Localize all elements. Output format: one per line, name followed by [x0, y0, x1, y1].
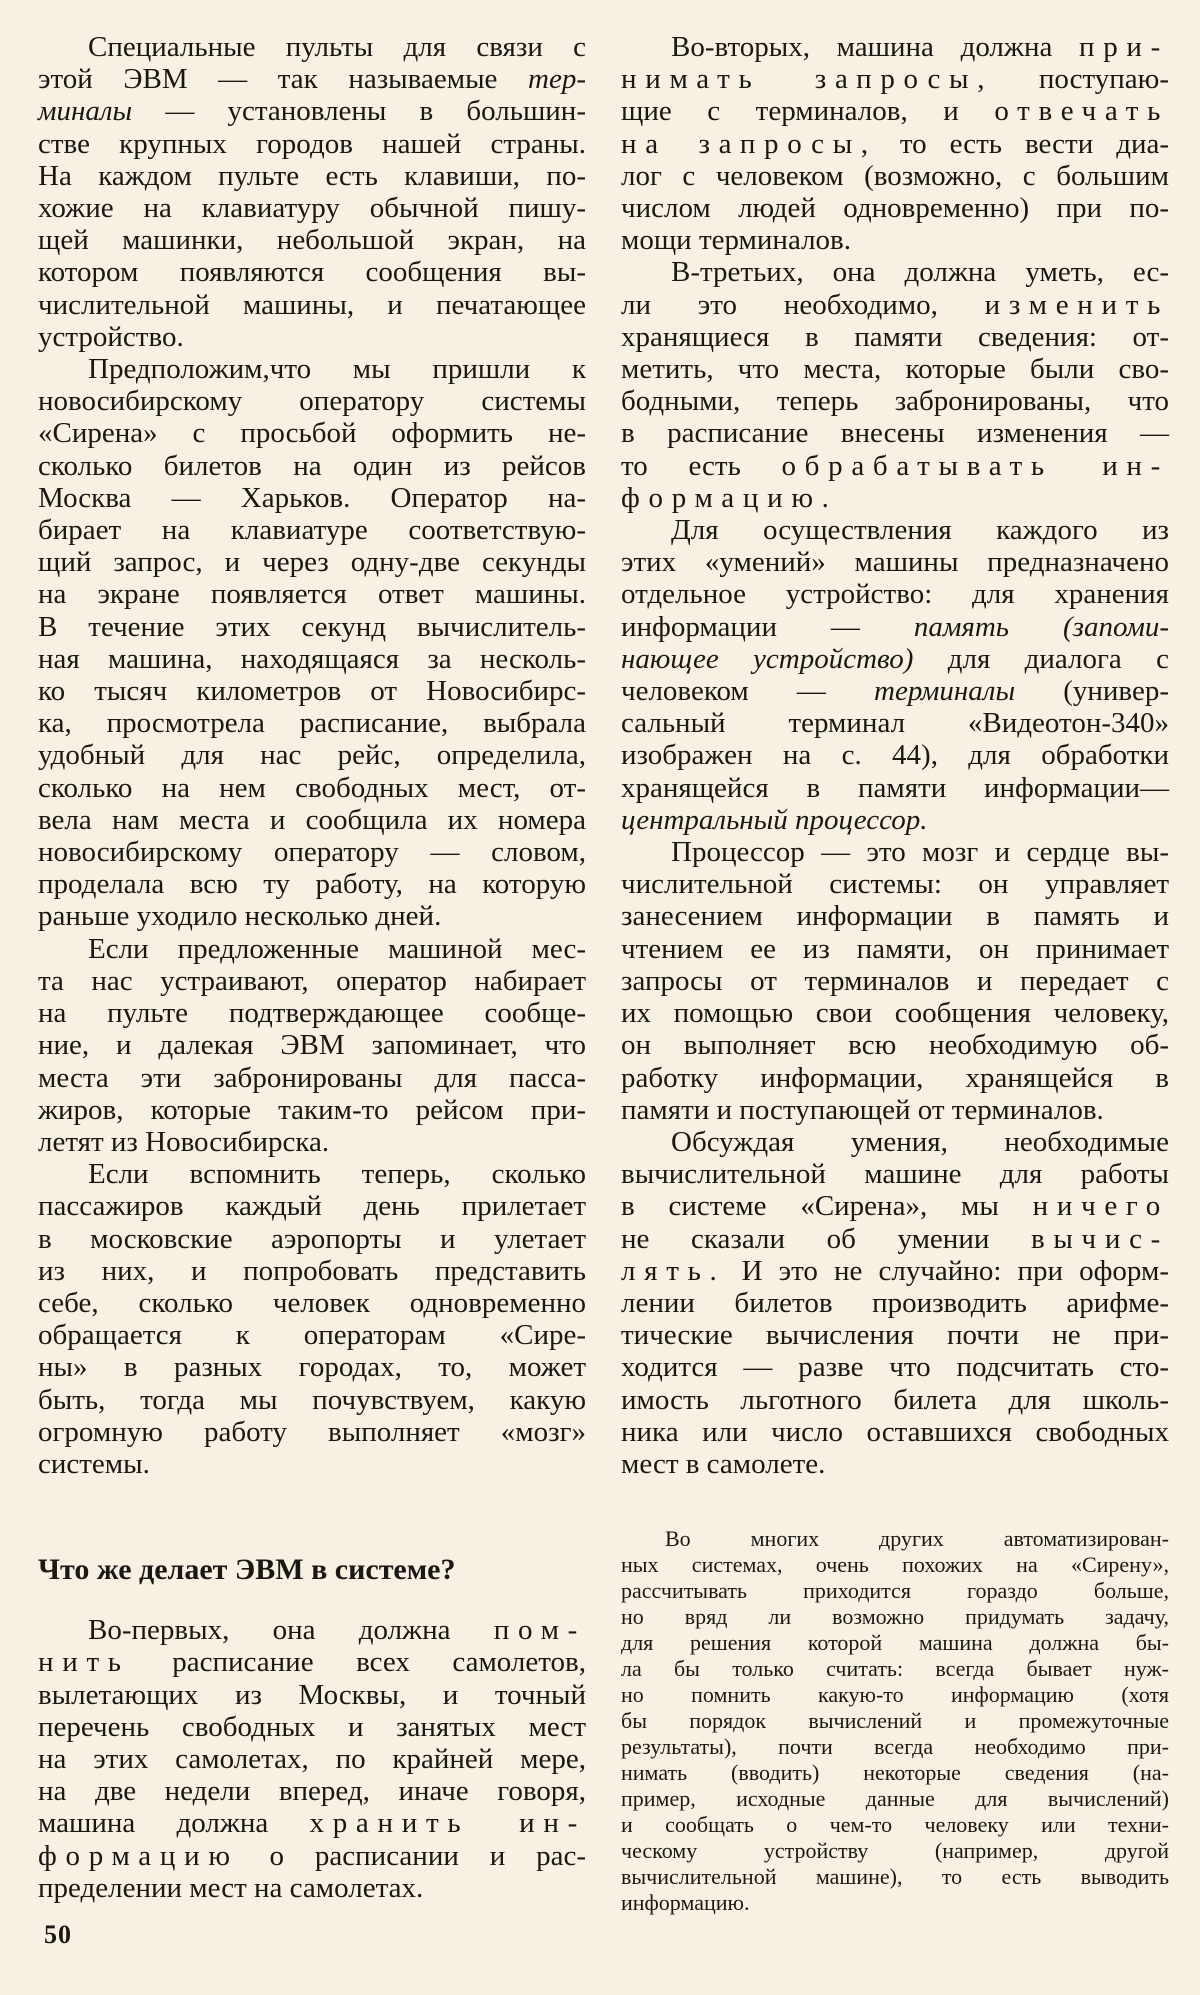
text-line: [38, 224, 586, 256]
text-line: [38, 514, 586, 546]
text-run: На каждом пульте есть клавиши, по-: [38, 159, 586, 192]
text-run: мощи терминалов.: [621, 224, 851, 257]
text-line: [38, 900, 586, 932]
text-line: [621, 707, 1169, 739]
text-run: ны» в разных городах, то, может: [38, 1351, 586, 1384]
text-run: хожие на клавиатуру обычной пишу-: [38, 192, 586, 225]
text-run: машина должна: [38, 1807, 310, 1840]
text-line: [621, 1578, 1169, 1604]
text-line: [621, 1552, 1169, 1578]
text-line: [38, 1062, 586, 1094]
text-line: [38, 1840, 586, 1872]
text-run: хранить ин-: [309, 1807, 586, 1840]
text-line: [38, 739, 586, 771]
text-run: ла бы только считать: всегда бывает нуж-: [621, 1656, 1169, 1682]
text-line: [38, 997, 586, 1029]
text-run: формацию.: [621, 481, 838, 514]
text-line: [38, 965, 586, 997]
text-run: Специальные пульты для связи с: [88, 31, 586, 63]
text-line: [38, 804, 586, 836]
text-run: (запоми-: [1062, 610, 1169, 643]
text-run: ника или число оставшихся свободных: [621, 1415, 1169, 1448]
text-line: [38, 1287, 586, 1319]
text-run: изменить: [984, 288, 1169, 321]
text-run: при-: [1079, 31, 1169, 63]
text-line: [38, 1384, 586, 1416]
text-run: на пульте подтверждающее сообще-: [38, 997, 586, 1030]
text-line: [38, 417, 586, 449]
text-run: формацию: [38, 1839, 239, 1872]
text-run: отдельное устройство: для хранения: [621, 578, 1169, 611]
text-run: терминалы: [874, 675, 1016, 708]
text-line: [621, 128, 1169, 160]
text-line: [621, 31, 1169, 63]
text-run: памяти и поступающей от терминалов.: [621, 1093, 1104, 1126]
text-run: Для осуществления каждого из: [671, 514, 1169, 547]
text-run: бы порядок вычислений и промежуточные: [621, 1708, 1169, 1734]
text-line: [621, 514, 1169, 546]
text-run: ческому устройству (например, другой: [621, 1838, 1169, 1864]
text-line: [38, 1679, 586, 1711]
text-line: [621, 1062, 1169, 1094]
text-run: — установлены в большин-: [132, 95, 586, 128]
text-line: [38, 1448, 586, 1480]
page-number: 50: [44, 1920, 72, 1949]
text-line: [621, 1708, 1169, 1734]
text-run: В-третьих, она должна уметь, ес-: [671, 256, 1169, 289]
text-run: расписание всех самолетов,: [129, 1646, 586, 1679]
text-run: Во-вторых, машина должна: [671, 31, 1079, 63]
text-run: Предположим,что мы пришли к: [88, 353, 586, 386]
text-line: [621, 1287, 1169, 1319]
text-line: [38, 289, 586, 321]
text-line: [621, 1223, 1169, 1255]
text-run: щей машинки, небольшой экран, на: [38, 224, 586, 257]
text-run: память: [913, 610, 1010, 643]
text-run: Обсуждая умения, необходимые: [671, 1125, 1169, 1158]
text-run: лять.: [621, 1254, 726, 1287]
text-run: ничего: [1032, 1190, 1169, 1223]
text-line: [38, 1807, 586, 1839]
text-line: [621, 1319, 1169, 1351]
text-line: [621, 933, 1169, 965]
text-line: [621, 95, 1169, 127]
text-line: [38, 546, 586, 578]
paragraph: [38, 353, 586, 933]
text-line: [38, 1646, 586, 1678]
text-line: [38, 1126, 586, 1158]
text-line: [621, 1029, 1169, 1061]
text-line: [621, 1786, 1169, 1812]
text-line: [621, 1630, 1169, 1656]
text-line: [621, 900, 1169, 932]
text-run: перечень свободных и занятых мест: [38, 1710, 586, 1743]
text-run: метить, что места, которые были сво-: [621, 353, 1169, 386]
text-run: информации —: [621, 610, 914, 643]
text-line: [38, 1190, 586, 1222]
text-run: раньше уходило несколько дней.: [38, 900, 442, 933]
text-line: [621, 1760, 1169, 1786]
text-line: [621, 804, 1169, 836]
text-run: сальный терминал «Видеотон-340»: [621, 707, 1169, 740]
text-line: [621, 1890, 1169, 1916]
text-run: тер-: [528, 63, 586, 96]
text-run: ко тысяч километров от Новосибирс-: [38, 675, 586, 708]
text-line: [38, 1158, 586, 1190]
text-run: то есть вести диа-: [876, 127, 1170, 160]
text-line: [38, 31, 586, 63]
text-run: та нас устраивают, оператор набирает: [38, 964, 586, 997]
text-line: [38, 63, 586, 95]
text-run: щие с терминалов, и: [621, 95, 995, 128]
text-run: чтением ее из памяти, он принимает: [621, 932, 1169, 965]
text-line: [38, 611, 586, 643]
text-run: И это не случайно: при оформ-: [725, 1254, 1169, 1287]
text-run: жиров, которые таким-то рейсом при-: [38, 1093, 586, 1126]
paragraph: [621, 31, 1169, 256]
text-run: он выполняет всю необходимую об-: [621, 1029, 1169, 1062]
text-line: [38, 1351, 586, 1383]
text-line: [621, 1864, 1169, 1890]
text-line: [38, 321, 586, 353]
text-run: удобный для нас рейс, определила,: [38, 739, 586, 772]
text-line: [38, 578, 586, 610]
text-run: нимать (вводить) некоторые сведения (на-: [621, 1760, 1169, 1786]
text-line: [621, 482, 1169, 514]
text-run: мест в самолете.: [621, 1447, 826, 1480]
text-run: летят из Новосибирска.: [38, 1125, 330, 1158]
text-run: нающее устройство): [621, 642, 914, 675]
text-run: себе, сколько человек одновременно: [38, 1286, 586, 1319]
text-line: [38, 868, 586, 900]
text-run: Москва — Харьков. Оператор на-: [38, 481, 586, 514]
text-run: нимать запросы,: [621, 63, 994, 96]
text-run: не сказали об умении: [621, 1222, 1031, 1255]
text-line: [38, 1416, 586, 1448]
text-run: сколько билетов на один из рейсов: [38, 449, 586, 482]
text-run: лении билетов производить арифме-: [621, 1286, 1169, 1319]
text-run: хранящейся в памяти информации—: [621, 771, 1169, 804]
text-run: системы.: [38, 1447, 150, 1480]
paragraph: [621, 836, 1169, 1126]
text-run: из них, и попробовать представить: [38, 1254, 586, 1287]
text-run: миналы: [38, 95, 133, 128]
text-line: [621, 1838, 1169, 1864]
text-run: на этих самолетах, по крайней мере,: [38, 1742, 586, 1775]
text-run: пассажиров каждый день прилетает: [38, 1190, 586, 1223]
text-line: [38, 160, 586, 192]
text-run: занесением информации в память и: [621, 900, 1169, 933]
text-run: вела нам места и сообщила их номера: [38, 803, 586, 836]
text-run: то есть: [621, 449, 782, 482]
text-run: хранящиеся в памяти сведения: от-: [621, 320, 1169, 353]
text-line: [621, 1190, 1169, 1222]
text-run: ных системах, очень похожих на «Сирену»,: [621, 1552, 1169, 1578]
text-line: [621, 1158, 1169, 1190]
text-run: Во многих других автоматизирован-: [665, 1526, 1169, 1552]
text-line: [621, 450, 1169, 482]
text-run: новосибирскому оператору — словом,: [38, 836, 586, 869]
paragraph: [621, 1526, 1169, 1916]
text-run: но помнить какую-то информацию (хотя: [621, 1682, 1169, 1708]
text-line: [38, 707, 586, 739]
text-line: [621, 1351, 1169, 1383]
text-run: нить: [38, 1646, 130, 1679]
text-run: вылетающих из Москвы, и точный: [38, 1678, 586, 1711]
text-run: в расписание внесены изменения —: [621, 417, 1169, 450]
text-run: пределении мест на самолетах.: [38, 1871, 424, 1904]
text-run: [1009, 611, 1063, 643]
text-run: центральный процессор.: [621, 803, 928, 836]
text-line: [38, 1614, 586, 1646]
text-run: бирает на клавиатуре соответствую-: [38, 514, 586, 547]
text-run: (универ-: [1015, 675, 1169, 708]
text-run: числом людей одновременно) при по-: [621, 192, 1169, 225]
text-run: огромную работу выполняет «мозг»: [38, 1415, 586, 1448]
paragraph: [621, 514, 1169, 836]
paragraph: [38, 31, 586, 353]
text-run: пом-: [493, 1614, 586, 1647]
text-line: [38, 1255, 586, 1287]
text-run: изображен на с. 44), для обработки: [621, 739, 1169, 772]
text-run: Если вспомнить теперь, сколько: [88, 1158, 586, 1191]
text-run: их помощью свои сообщения человеку,: [621, 997, 1169, 1030]
text-run: обрабатывать ин-: [781, 449, 1170, 482]
text-run: но вряд ли возможно придумать задачу,: [621, 1604, 1169, 1630]
paragraph: [38, 933, 586, 1158]
text-run: ходится — разве что подсчитать сто-: [621, 1351, 1169, 1384]
text-line: [38, 1223, 586, 1255]
text-run: числительной системы: он управляет: [621, 868, 1169, 901]
text-run: вычис-: [1030, 1222, 1169, 1255]
text-line: [621, 353, 1169, 385]
text-run: сколько на нем свободных мест, от-: [38, 771, 586, 804]
text-run: пример, исходные данные для вычислений): [621, 1786, 1169, 1812]
text-line: [38, 256, 586, 288]
text-line: [621, 1734, 1169, 1760]
text-run: рассчитывать приходится гораздо больше,: [621, 1578, 1169, 1604]
text-line: [621, 1126, 1169, 1158]
text-run: поступаю-: [993, 63, 1169, 96]
text-line: [38, 95, 586, 127]
section-heading: Что же делает ЭВМ в системе?: [38, 1553, 456, 1587]
text-line: [38, 1094, 586, 1126]
text-line: [621, 256, 1169, 288]
text-run: информацию.: [621, 1890, 750, 1916]
text-line: [621, 1255, 1169, 1287]
text-run: на две недели вперед, иначе говоря,: [38, 1775, 586, 1808]
column-right: [621, 31, 1169, 1916]
text-run: тические вычисления почти не при-: [621, 1319, 1169, 1352]
text-run: этих «умений» машины предназначено: [621, 546, 1169, 579]
text-line: [621, 224, 1169, 256]
column-left: [38, 31, 586, 1904]
text-line: [38, 192, 586, 224]
text-line: [38, 1711, 586, 1743]
text-run: вычислительной машине для работы: [621, 1158, 1169, 1191]
text-run: Во-первых, она должна: [88, 1614, 494, 1647]
text-line: [621, 160, 1169, 192]
text-run: этой ЭВМ — так называемые: [38, 63, 529, 96]
text-line: [621, 643, 1169, 675]
paragraph: [38, 1614, 586, 1904]
text-line: [621, 1448, 1169, 1480]
text-run: щий запрос, и через одну-две секунды: [38, 546, 586, 579]
text-line: [38, 353, 586, 385]
paragraph: [621, 256, 1169, 514]
text-line: [621, 1384, 1169, 1416]
text-run: новосибирскому оператору системы: [38, 385, 586, 418]
text-line: [38, 1872, 586, 1904]
text-run: быть, тогда мы почувствуем, какую: [38, 1383, 586, 1416]
text-run: обращается к операторам «Сире-: [38, 1319, 586, 1352]
text-line: [621, 578, 1169, 610]
text-line: [621, 965, 1169, 997]
text-run: запросы от терминалов и передает с: [621, 964, 1169, 997]
text-line: [621, 192, 1169, 224]
text-line: [621, 739, 1169, 771]
text-line: [621, 868, 1169, 900]
text-run: места эти забронированы для пасса-: [38, 1061, 586, 1094]
text-line: [38, 933, 586, 965]
text-line: [621, 1656, 1169, 1682]
paragraph: [621, 1126, 1169, 1480]
text-line: [38, 1029, 586, 1061]
text-run: ная машина, находящаяся за несколь-: [38, 642, 586, 675]
text-run: отвечать: [994, 95, 1169, 128]
text-run: вычислительной машине), то есть выводить: [621, 1864, 1169, 1890]
text-line: [621, 546, 1169, 578]
text-run: для диалога с: [913, 642, 1170, 675]
text-line: [621, 1416, 1169, 1448]
text-run: на экране появляется ответ машины.: [38, 578, 586, 611]
text-run: и сообщать о чем-то человеку или техни-: [621, 1812, 1169, 1838]
text-run: проделала всю ту работу, на которую: [38, 868, 586, 901]
text-line: [621, 385, 1169, 417]
text-line: [621, 63, 1169, 95]
text-run: ние, и далекая ЭВМ запоминает, что: [38, 1029, 586, 1062]
text-run: устройство.: [38, 320, 184, 353]
text-run: бодными, теперь забронированы, что: [621, 385, 1169, 418]
text-run: для решения которой машина должна бы-: [621, 1630, 1169, 1656]
text-run: ка, просмотрела расписание, выбрала: [38, 707, 586, 740]
text-run: в московские аэропорты и улетает: [38, 1222, 586, 1255]
text-line: [621, 321, 1169, 353]
text-line: [38, 1319, 586, 1351]
text-line: [621, 289, 1169, 321]
text-line: [621, 1526, 1169, 1552]
text-run: В течение этих секунд вычислитель-: [38, 610, 586, 643]
text-run: о расписании и рас-: [238, 1839, 586, 1872]
text-line: [38, 385, 586, 417]
text-run: результаты), почти всегда необходимо при-: [621, 1734, 1169, 1760]
text-run: числительной машины, и печатающее: [38, 288, 586, 321]
text-line: [621, 1682, 1169, 1708]
text-line: [621, 675, 1169, 707]
text-line: [38, 1775, 586, 1807]
text-run: на запросы,: [621, 127, 877, 160]
text-run: в системе «Сирена», мы: [621, 1190, 1033, 1223]
text-run: ли это необходимо,: [621, 288, 985, 321]
text-run: Процессор — это мозг и сердце вы-: [671, 836, 1169, 869]
text-line: [621, 836, 1169, 868]
text-line: [38, 675, 586, 707]
text-line: [621, 417, 1169, 449]
text-line: [38, 450, 586, 482]
text-line: [621, 1604, 1169, 1630]
text-line: [621, 1094, 1169, 1126]
text-line: [621, 997, 1169, 1029]
text-line: [38, 836, 586, 868]
text-line: [38, 772, 586, 804]
text-run: котором появляются сообщения вы-: [38, 256, 586, 289]
text-run: Если предложенные машиной мес-: [88, 932, 586, 965]
text-line: [38, 643, 586, 675]
text-line: [38, 128, 586, 160]
text-run: стве крупных городов нашей страны.: [38, 127, 586, 160]
text-line: [38, 482, 586, 514]
text-run: имость льготного билета для школь-: [621, 1383, 1169, 1416]
text-line: [621, 772, 1169, 804]
text-line: [621, 1812, 1169, 1838]
text-run: «Сирена» с просьбой оформить не-: [38, 417, 586, 450]
text-run: работку информации, хранящейся в: [621, 1061, 1169, 1094]
text-run: лог с человеком (возможно, с большим: [621, 159, 1169, 192]
paragraph: [38, 1158, 586, 1480]
text-run: человеком —: [621, 675, 875, 708]
text-line: [38, 1743, 586, 1775]
text-line: [621, 611, 1169, 643]
